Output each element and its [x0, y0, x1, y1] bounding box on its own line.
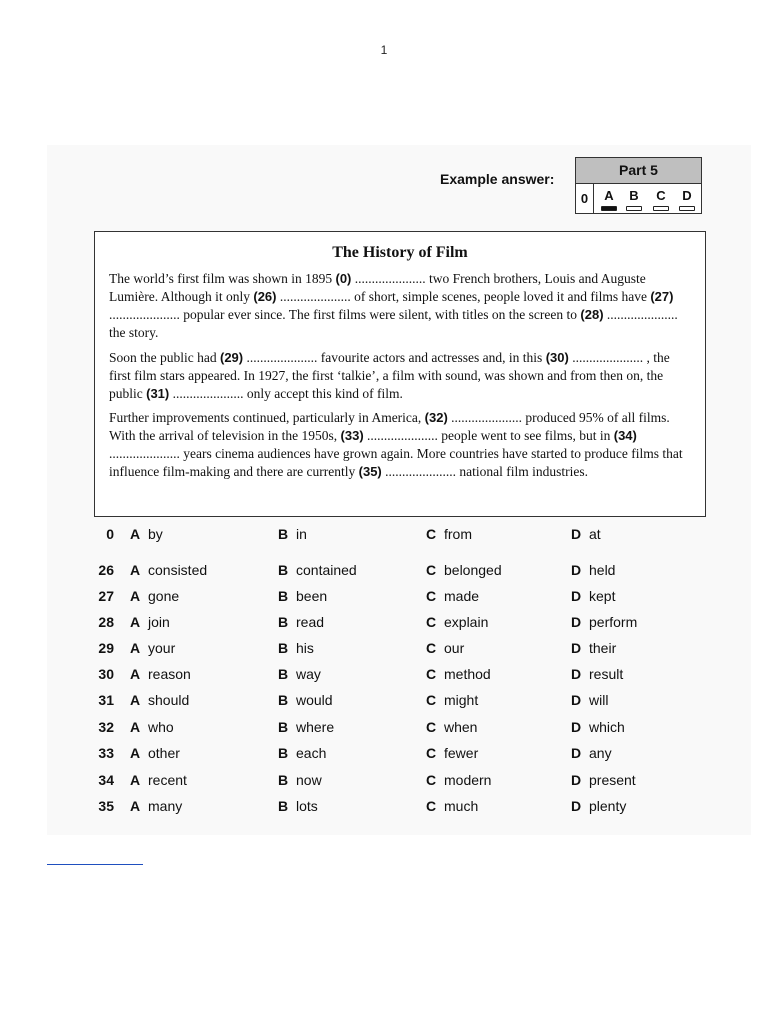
option-letter: B	[278, 692, 289, 708]
option-b	[278, 745, 326, 761]
option-word: modern	[444, 772, 492, 788]
option-word: join	[148, 614, 170, 630]
option-word: read	[296, 614, 325, 630]
answer-mark-empty	[626, 206, 642, 211]
option-letter: D	[571, 640, 582, 656]
text-run: ..................... popular ever since. The first films were silent, with titles on the screen to	[109, 307, 581, 322]
option-word: perform	[589, 614, 638, 630]
question-row	[0, 666, 768, 686]
option-c	[426, 666, 491, 682]
option-letter: D	[571, 772, 582, 788]
option-word: reason	[148, 666, 191, 682]
option-word: now	[296, 772, 322, 788]
gap-number: (27)	[650, 289, 674, 304]
text-run: ..................... years cinema audiences have grown again. More countries have started to produce films that influence film-making and there are currently	[109, 446, 683, 479]
option-letter: A	[130, 745, 141, 761]
option-word: would	[296, 692, 333, 708]
part-title: Part 5	[576, 158, 701, 184]
option-letter: A	[130, 719, 141, 735]
option-word: much	[444, 798, 479, 814]
question-number: 26	[98, 562, 114, 578]
question-row	[0, 562, 768, 582]
option-b	[278, 692, 333, 708]
option-word: our	[444, 640, 465, 656]
option-letter: D	[571, 798, 582, 814]
option-c	[426, 614, 488, 630]
option-word: will	[589, 692, 609, 708]
gap-number: (26)	[253, 289, 277, 304]
gap-number: (30)	[545, 350, 569, 365]
option-word: lots	[296, 798, 318, 814]
option-letter: A	[130, 798, 141, 814]
option-word: belonged	[444, 562, 502, 578]
option-letter: C	[426, 526, 437, 542]
text-title: The History of Film	[332, 244, 468, 261]
question-row	[0, 798, 768, 818]
option-b	[278, 772, 322, 788]
option-letter: B	[278, 772, 289, 788]
question-number: 33	[98, 745, 114, 761]
option-letter: A	[130, 588, 141, 604]
option-b	[278, 798, 318, 814]
question-row	[0, 526, 768, 546]
question-row	[0, 692, 768, 712]
option-d	[571, 692, 608, 708]
option-letter: D	[571, 562, 582, 578]
option-d	[571, 719, 625, 735]
option-letter: D	[571, 526, 582, 542]
option-word: method	[444, 666, 491, 682]
example-answer-row	[576, 184, 701, 214]
text-paragraph-2	[109, 349, 693, 403]
option-letter: C	[426, 640, 437, 656]
option-word: recent	[148, 772, 187, 788]
text-run: Further improvements continued, particularly in America,	[109, 410, 425, 425]
option-c	[426, 798, 478, 814]
question-number: 31	[98, 692, 114, 708]
option-letter: A	[130, 526, 141, 542]
example-option-d: D	[677, 189, 697, 211]
option-word: at	[589, 526, 601, 542]
option-letter: D	[571, 745, 582, 761]
option-letter: C	[426, 798, 437, 814]
option-letter: A	[130, 666, 141, 682]
question-row	[0, 745, 768, 765]
option-letter: A	[130, 562, 141, 578]
option-a	[130, 719, 174, 735]
option-word: in	[296, 526, 307, 542]
option-letter: C	[426, 588, 437, 604]
option-word: by	[148, 526, 163, 542]
example-answer-label: Example answer:	[440, 171, 555, 187]
option-letter: A	[130, 772, 141, 788]
gap-number: (29)	[220, 350, 244, 365]
option-word: been	[296, 588, 328, 604]
answer-mark-empty	[679, 206, 695, 211]
gap-number: (32)	[424, 410, 448, 425]
question-number: 34	[98, 772, 114, 788]
option-word: when	[444, 719, 478, 735]
option-d	[571, 745, 612, 761]
option-letter: C	[426, 614, 437, 630]
option-a	[130, 772, 187, 788]
option-a	[130, 526, 163, 542]
option-letter: A	[130, 640, 141, 656]
question-row	[0, 614, 768, 634]
option-letter: D	[571, 614, 582, 630]
option-a	[130, 666, 191, 682]
text-run: Soon the public had	[109, 350, 220, 365]
option-d	[571, 588, 615, 604]
option-c	[426, 562, 502, 578]
example-question-number: 0	[576, 184, 594, 214]
gap-number: (34)	[613, 428, 637, 443]
option-a	[130, 745, 180, 761]
example-option-b: B	[624, 189, 644, 211]
option-b	[278, 562, 357, 578]
question-number: 35	[98, 798, 114, 814]
option-letter: B	[278, 719, 289, 735]
option-word: your	[148, 640, 176, 656]
gap-number: (31)	[146, 386, 170, 401]
option-letter: D	[571, 588, 582, 604]
option-c	[426, 526, 472, 542]
option-word: explain	[444, 614, 489, 630]
option-letter: B	[278, 588, 289, 604]
option-word: many	[148, 798, 183, 814]
text-run: ..................... the story.	[109, 307, 678, 340]
example-option-c: C	[651, 189, 671, 211]
example-option-a: A	[599, 189, 619, 211]
option-a	[130, 562, 207, 578]
option-a	[130, 588, 179, 604]
option-b	[278, 640, 314, 656]
option-letter: B	[278, 640, 289, 656]
option-a	[130, 692, 189, 708]
option-d	[571, 640, 616, 656]
option-letter: C	[426, 562, 437, 578]
option-b	[278, 588, 327, 604]
option-word: present	[589, 772, 636, 788]
gap-number: (0)	[335, 271, 352, 286]
option-a	[130, 614, 170, 630]
text-run: ..................... two French brothers, Louis and Auguste Lumière. Although it only	[109, 271, 646, 304]
option-word: held	[589, 562, 616, 578]
option-letter: B	[278, 614, 289, 630]
option-a	[130, 798, 182, 814]
question-number: 27	[98, 588, 114, 604]
option-letter: D	[571, 692, 582, 708]
text-run: ..................... , the first film stars appeared. In 1927, the first ‘talkie’, a film with sound, was shown and from then on, the public	[109, 350, 670, 401]
gap-number: (35)	[358, 464, 382, 479]
gap-number: (28)	[580, 307, 604, 322]
gap-number: (33)	[340, 428, 364, 443]
option-letter: C	[426, 719, 437, 735]
text-run: ..................... of short, simple scenes, people loved it and films have	[276, 289, 651, 304]
text-paragraph-1	[109, 270, 693, 342]
option-d	[571, 798, 626, 814]
option-letter: C	[426, 745, 437, 761]
option-letter: C	[426, 692, 437, 708]
option-word: consisted	[148, 562, 208, 578]
question-row	[0, 772, 768, 792]
question-number: 30	[98, 666, 114, 682]
text-run: ..................... produced 95% of all films. With the arrival of television in the 1950s,	[109, 410, 670, 443]
option-letter: B	[278, 798, 289, 814]
option-word: kept	[589, 588, 616, 604]
text-run: ..................... national film industries.	[381, 464, 588, 479]
option-letter: A	[130, 692, 141, 708]
text-run: ..................... people went to see films, but in	[363, 428, 614, 443]
option-word: made	[444, 588, 480, 604]
option-d	[571, 772, 636, 788]
option-c	[426, 588, 479, 604]
option-c	[426, 692, 478, 708]
option-word: who	[148, 719, 174, 735]
question-number: 0	[106, 526, 114, 542]
option-letter: D	[571, 719, 582, 735]
answer-mark-empty	[653, 206, 669, 211]
question-row	[0, 719, 768, 739]
footnote-separator	[47, 864, 143, 865]
text-run: ..................... only accept this kind of film.	[169, 386, 403, 401]
option-word: fewer	[444, 745, 479, 761]
option-d	[571, 614, 637, 630]
answer-mark-filled	[601, 206, 617, 211]
example-answer-box	[575, 157, 702, 214]
option-word: which	[589, 719, 625, 735]
option-d	[571, 526, 601, 542]
option-word: where	[296, 719, 335, 735]
option-word: way	[296, 666, 321, 682]
page-number: 1	[380, 43, 388, 57]
option-letter: B	[278, 562, 289, 578]
text-paragraph-3	[109, 409, 693, 481]
option-letter: B	[278, 666, 289, 682]
reading-text-box	[94, 231, 706, 517]
question-number: 28	[98, 614, 114, 630]
option-b	[278, 526, 307, 542]
option-letter: C	[426, 772, 437, 788]
option-letter: C	[426, 666, 437, 682]
option-c	[426, 745, 478, 761]
option-word: their	[589, 640, 617, 656]
option-word: should	[148, 692, 190, 708]
option-word: other	[148, 745, 180, 761]
option-b	[278, 614, 324, 630]
option-letter: D	[571, 666, 582, 682]
option-word: from	[444, 526, 472, 542]
option-word: each	[296, 745, 327, 761]
option-letter: B	[278, 745, 289, 761]
option-c	[426, 772, 491, 788]
option-word: result	[589, 666, 624, 682]
option-b	[278, 666, 321, 682]
question-row	[0, 640, 768, 660]
option-word: contained	[296, 562, 357, 578]
option-a	[130, 640, 175, 656]
option-word: gone	[148, 588, 180, 604]
question-row	[0, 588, 768, 608]
text-run: The world’s first film was shown in 1895	[109, 271, 336, 286]
option-b	[278, 719, 334, 735]
option-d	[571, 666, 623, 682]
question-number: 29	[98, 640, 114, 656]
option-letter: A	[130, 614, 141, 630]
option-word: his	[296, 640, 314, 656]
text-run: ..................... favourite actors and actresses and, in this	[243, 350, 546, 365]
option-letter: B	[278, 526, 289, 542]
option-c	[426, 640, 464, 656]
option-word: plenty	[589, 798, 627, 814]
option-d	[571, 562, 615, 578]
option-word: might	[444, 692, 479, 708]
question-number: 32	[98, 719, 114, 735]
option-c	[426, 719, 477, 735]
option-word: any	[589, 745, 612, 761]
